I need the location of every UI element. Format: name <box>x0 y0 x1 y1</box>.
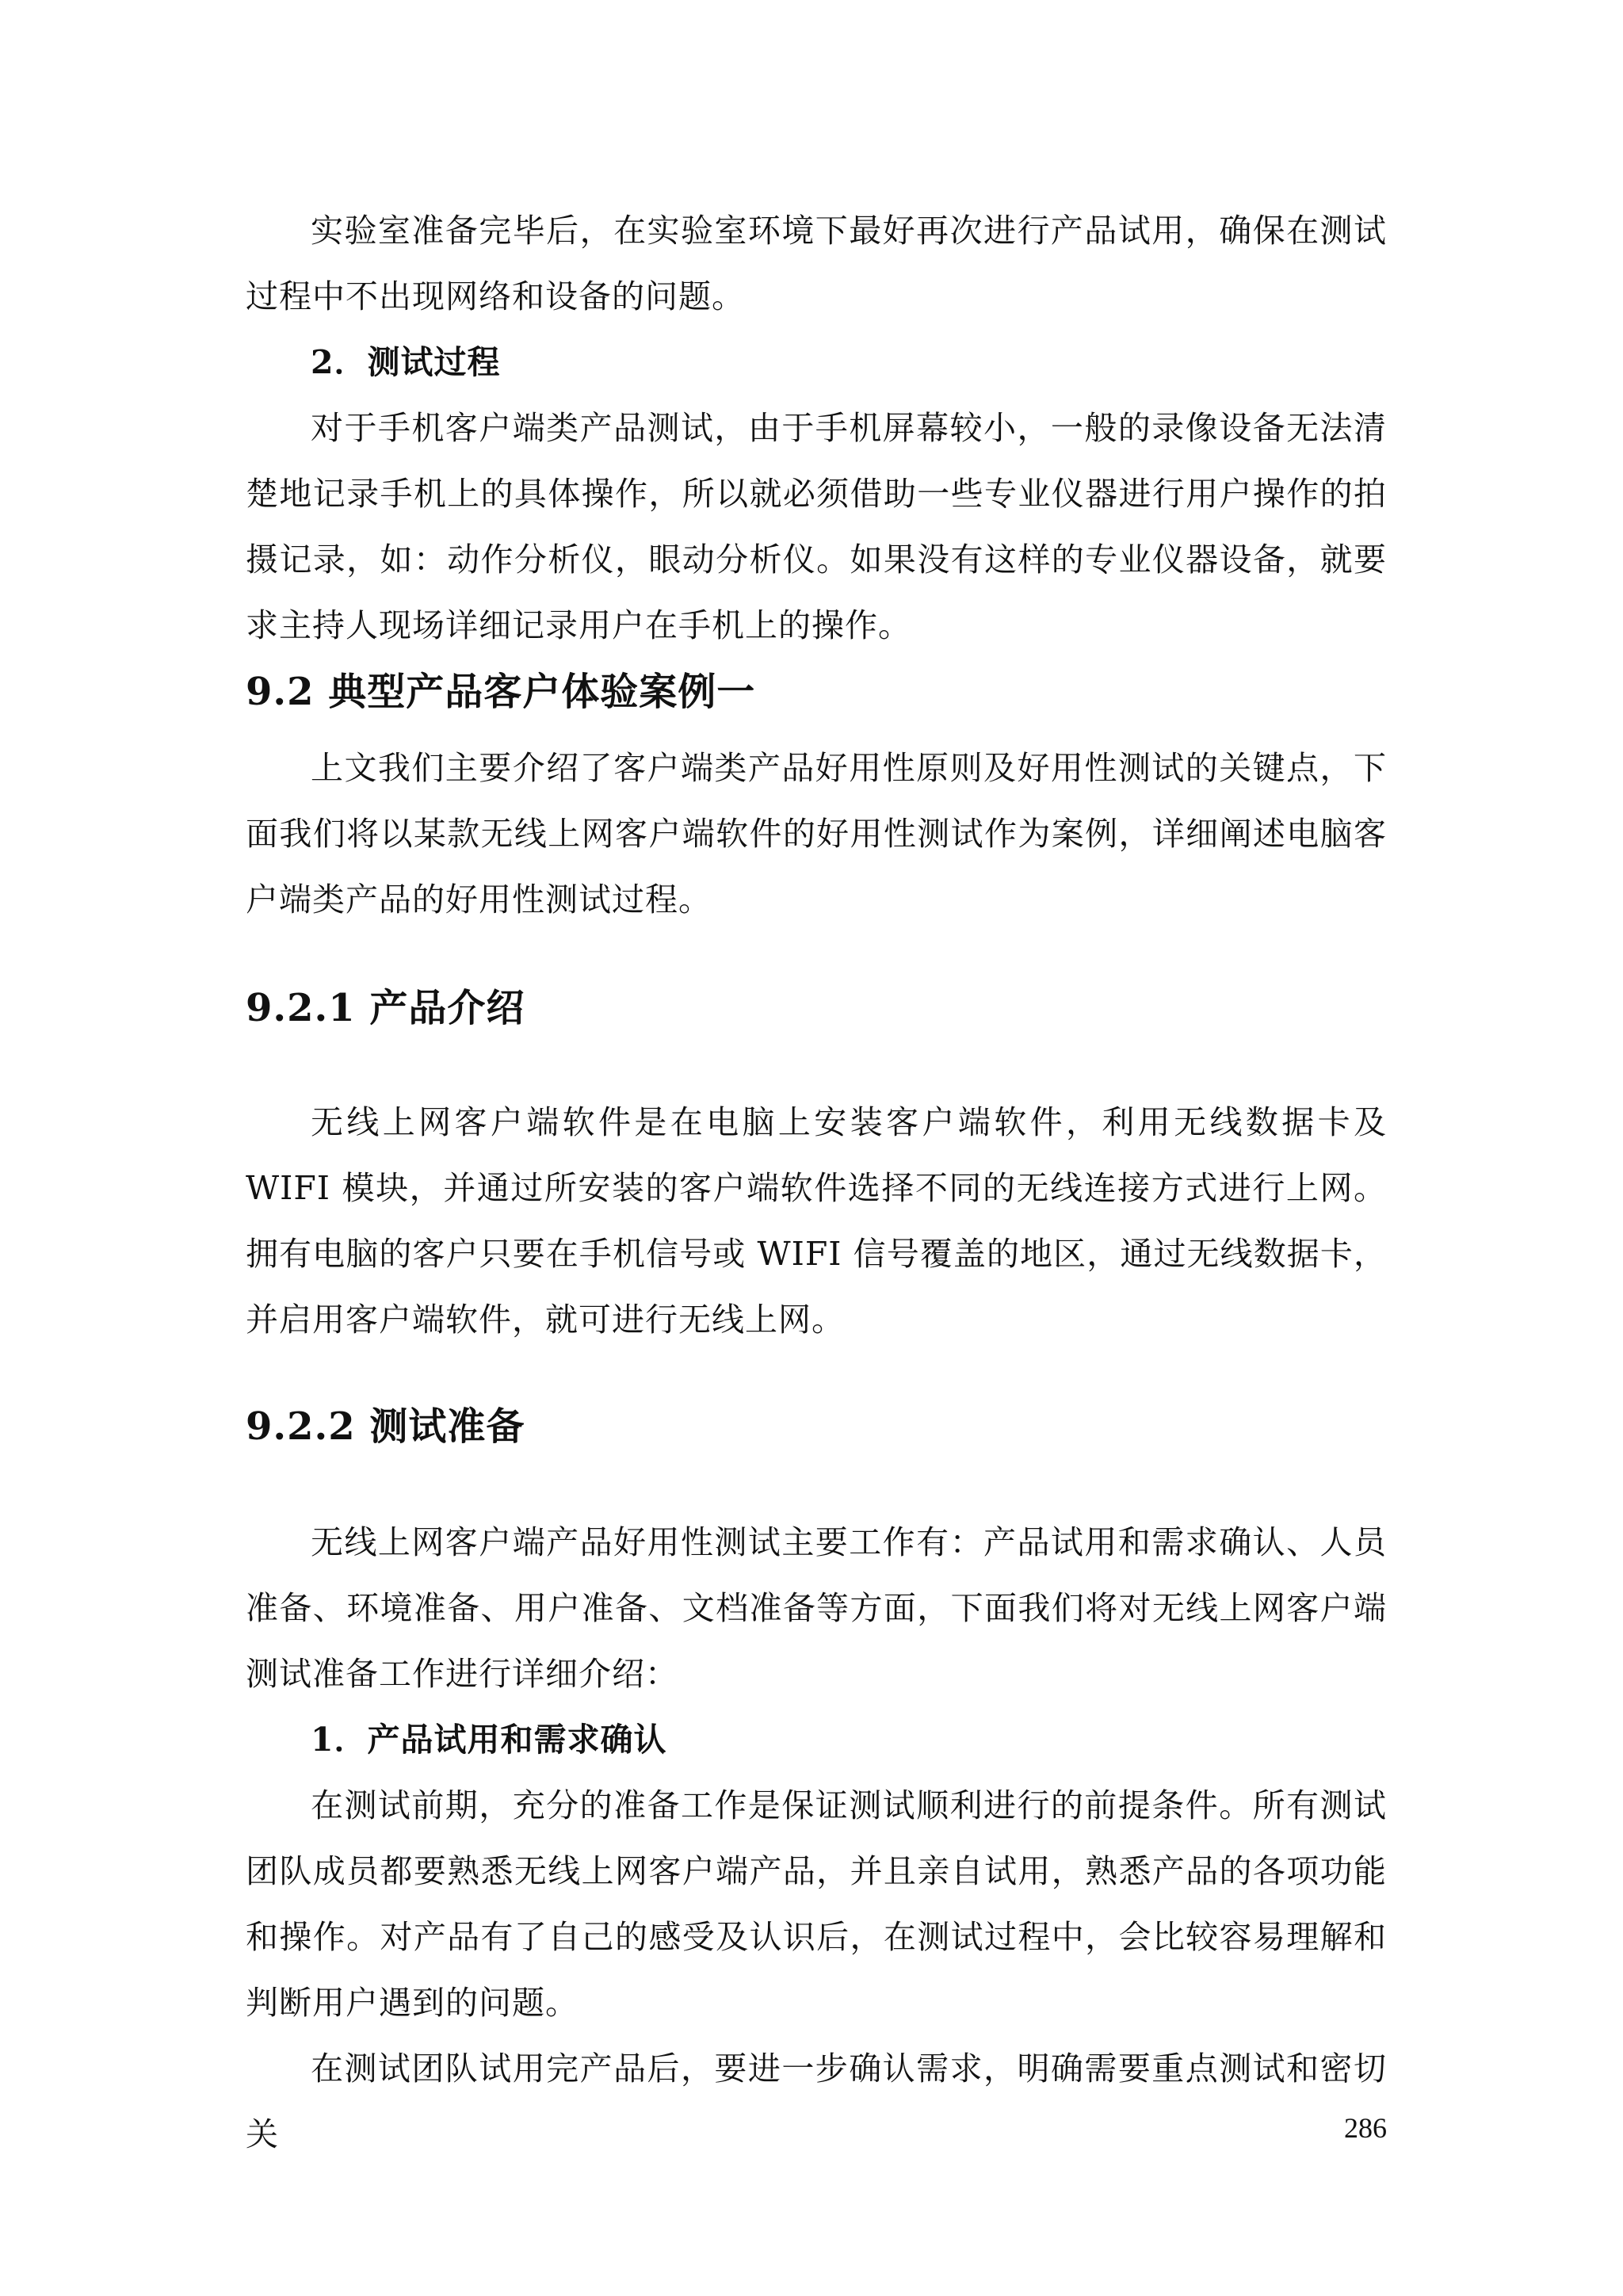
paragraph-case-intro: 上文我们主要介绍了客户端类产品好用性原则及好用性测试的关键点，下面我们将以某款无线上网客户端软件的好用性测试作为案例，详细阐述电脑客户端类产品的好用性测试过程。 <box>246 749 1387 919</box>
section-heading-9-2-1: 9.2.1 产品介绍 <box>246 986 525 1030</box>
section-heading-9-2: 9.2 典型产品客户体验案例一 <box>246 670 756 714</box>
paragraph-lab-trial: 实验室准备完毕后，在实验室环境下最好再次进行产品试用，确保在测试过程中不出现网络和设备的问题。 <box>246 212 1387 315</box>
paragraph-requirement-confirm: 在测试团队试用完产品后，要进一步确认需求，明确需要重点测试和密切关 <box>246 2050 1387 2153</box>
subheading-test-process: 2．测试过程 <box>311 343 501 381</box>
subheading-product-trial: 1．产品试用和需求确认 <box>311 1721 667 1759</box>
paragraph-mobile-testing: 对于手机客户端类产品测试，由于手机屏幕较小，一般的录像设备无法清楚地记录手机上的具体操作，所以就必须借助一些专业仪器进行用户操作的拍摄记录，如：动作分析仪，眼动分析仪。如果没有这样的专业仪器设备，就要求主持人现场详细记录用户在手机上的操作。 <box>246 409 1387 644</box>
paragraph-early-preparation: 在测试前期，充分的准备工作是保证测试顺利进行的前提条件。所有测试团队成员都要熟悉无线上网客户端产品，并且亲自试用，熟悉产品的各项功能和操作。对产品有了自己的感受及认识后，在测试过程中，会比较容易理解和判断用户遇到的问题。 <box>246 1786 1387 2022</box>
page-number: 286 <box>1344 2112 1387 2144</box>
section-heading-9-2-2: 9.2.2 测试准备 <box>246 1404 525 1449</box>
paragraph-test-preparation: 无线上网客户端产品好用性测试主要工作有：产品试用和需求确认、人员准备、环境准备、用户准备、文档准备等方面，下面我们将对无线上网客户端测试准备工作进行详细介绍： <box>246 1523 1387 1693</box>
paragraph-product-intro: 无线上网客户端软件是在电脑上安装客户端软件，利用无线数据卡及 WIFI 模块，并通过所安装的客户端软件选择不同的无线连接方式进行上网。拥有电脑的客户只要在手机信号或 WIFI 信号覆盖的地区，通过无线数据卡，并启用客户端软件，就可进行无线上网。 <box>246 1103 1387 1339</box>
